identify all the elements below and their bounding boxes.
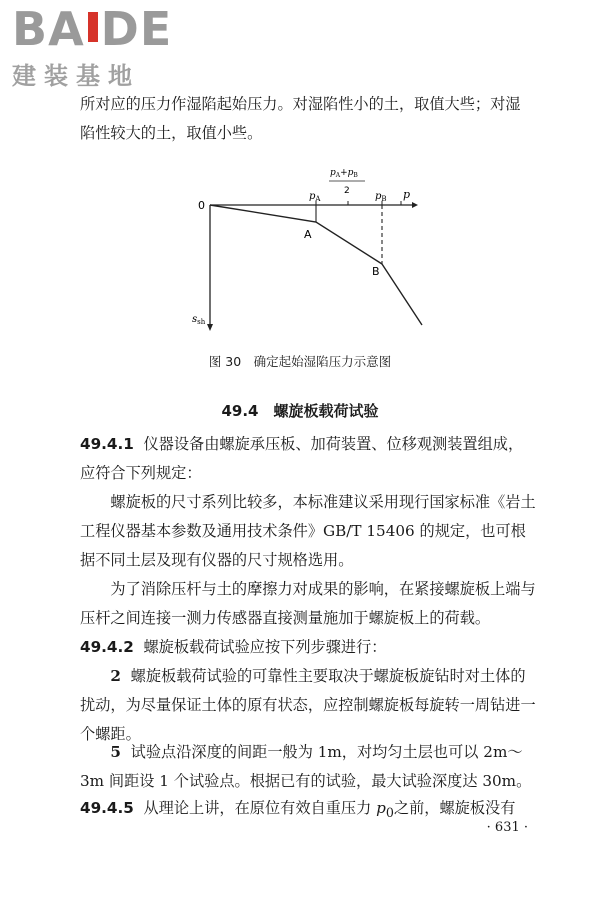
mid-num-p: p (330, 168, 336, 178)
list-item-number: 5 (110, 743, 121, 761)
clause-49-4-5 (80, 794, 540, 827)
mid-num-plus: +p (340, 168, 354, 178)
clause-text-cont: 应符合下列规定： (80, 464, 202, 482)
intro-line-1: 所对应的压力作湿陷起始压力。对湿陷性小的土，取值大些；对湿 (80, 95, 521, 113)
point-b-label: B (372, 265, 380, 278)
clause-49-4-1 (80, 430, 540, 488)
pb-label-sub: B (381, 195, 387, 203)
logo-wordmark (12, 2, 182, 56)
clause-text: 螺旋板载荷试验应按下列步骤进行： (143, 638, 387, 656)
mid-fraction-numerator (330, 168, 358, 179)
pa-label-sub: A (315, 195, 321, 203)
list-item-number: 2 (110, 667, 121, 685)
paragraph-spiral-plate-size: 螺旋板的尺寸系列比较多，本标准建议采用现行国家标准《岩土工程仪器基本参数及通用技术条件》GB/T 15406 的规定，也可根据不同土层及现有仪器的尺寸规格选用。 (80, 493, 536, 569)
y-axis-arrow (207, 324, 213, 331)
ssh-sub: sh (197, 318, 206, 326)
mid-fraction-denominator: 2 (344, 186, 350, 196)
intro-line-2: 陷性较大的土，取值小些。 (80, 124, 263, 142)
figure-caption: 图 30 确定起始湿陷压力示意图 (208, 354, 392, 369)
pressure-settlement-curve (210, 205, 422, 325)
clause-number: 49.4.1 (80, 435, 134, 453)
logo-subtitle: 建装基地 (12, 62, 140, 90)
pb-label (375, 191, 387, 203)
x-axis-arrow (412, 202, 418, 208)
origin-label: 0 (198, 199, 205, 212)
clause-number: 49.4.2 (80, 638, 134, 656)
logo-letter-b: B (12, 2, 49, 56)
point-a-label: A (304, 228, 312, 241)
p0-symbol: p (376, 799, 386, 817)
paragraph-load-sensor: 为了消除压杆与土的摩擦力对成果的影响，在紧接螺旋板上端与压杆之间连接一测力传感器直接测量施加于螺旋板上的荷载。 (80, 580, 536, 627)
pb-label-p: p (375, 191, 382, 202)
logo-letter-a: A (48, 2, 85, 56)
clause-text: 仪器设备由螺旋承压板、加荷装置、位移观测装置组成， (143, 435, 524, 453)
intro-paragraph (80, 90, 540, 148)
list-item-2 (80, 662, 540, 749)
page-number: · 631 · (486, 820, 528, 835)
pa-label-p: p (309, 191, 316, 202)
clause-text-before: 从理论上讲，在原位有效自重压力 (143, 799, 377, 817)
p0-subscript: 0 (385, 805, 394, 821)
logo-letters-de: DE (100, 2, 173, 56)
list-item-text: 试验点沿深度的间距一般为 1m，对均匀土层也可以 2m～3m 间距设 1 个试验点。根据已有的试验，最大试验深度达 30m。 (80, 743, 532, 790)
section-heading: 49.4 螺旋板载荷试验 (221, 402, 379, 420)
pa-label (309, 191, 321, 203)
clause-49-4-2 (80, 633, 540, 662)
figure-30-diagram (190, 160, 430, 335)
list-item-text: 螺旋板载荷试验的可靠性主要取决于螺旋板旋钻时对土体的扰动，为尽量保证土体的原有状态，应控制螺旋板每旋转一周钻进一个螺距。 (80, 667, 536, 743)
list-item-5 (80, 738, 540, 796)
brand-logo (12, 2, 182, 91)
ssh-s: s (192, 314, 198, 325)
mid-num-sub2: B (353, 172, 358, 179)
clause-text-after: 之前，螺旋板没有 (393, 799, 516, 817)
clause-number: 49.4.5 (80, 799, 134, 817)
ssh-axis-label (192, 314, 206, 326)
mid-num-sub1: A (335, 172, 341, 179)
p-axis-label: p (403, 188, 411, 201)
logo-red-bar (88, 12, 98, 42)
